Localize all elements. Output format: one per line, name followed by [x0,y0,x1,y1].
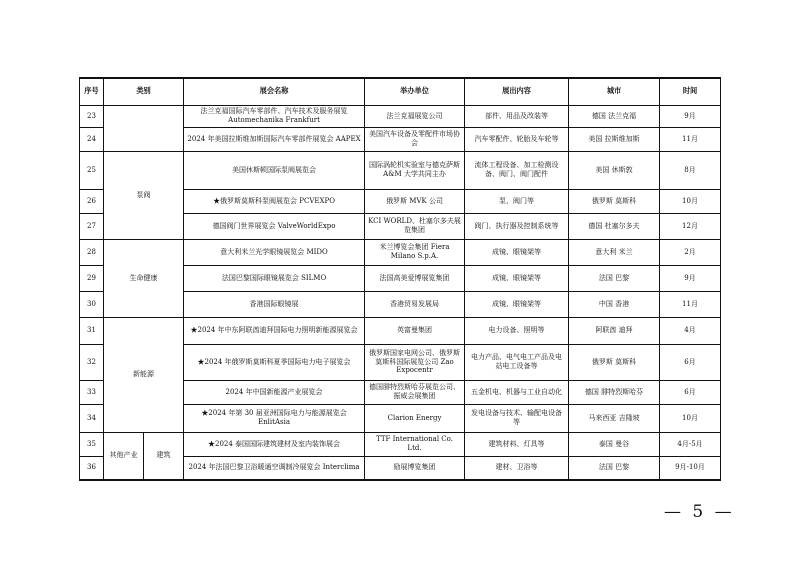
table-row [80,151,721,189]
organizer-cell: 德国腓特烈斯哈芬展览公司、振威会展集团 [365,380,465,404]
time-cell: 11月 [660,127,721,151]
time-cell: 11月 [660,291,721,317]
content-cell: 电力设备、照明等 [465,317,569,344]
time-cell: 4月 [660,317,721,344]
header-time: 时间 [660,78,721,105]
content-cell: 建材、卫浴等 [465,456,569,480]
header-seq: 序号 [80,78,104,105]
category-cell-auto [104,105,184,151]
time-cell: 10月 [660,404,721,432]
content-cell: 五金机电、机器与工业自动化 [465,380,569,404]
seq-cell: 36 [80,456,104,480]
name-cell: ★2024 年俄罗斯莫斯科夏季国际电力电子展览会 [184,344,365,380]
organizer-cell: 香港贸易发展局 [365,291,465,317]
seq-cell: 33 [80,380,104,404]
name-cell: 2024 年美国拉斯维加斯国际汽车零部件展览会 AAPEX [184,127,365,151]
time-cell: 12月 [660,213,721,239]
name-cell: ★2024 年中东阿联酋迪拜国际电力照明新能源展览会 [184,317,365,344]
name-cell: 2024 年中国新能源产业展览会 [184,380,365,404]
organizer-cell: 英富曼集团 [365,317,465,344]
organizer-cell: 米兰博览会集团 Fiera Milano S.p.A. [365,239,465,265]
organizer-cell: 励展博览集团 [365,456,465,480]
header-organizer: 举办单位 [365,78,465,105]
content-cell: 阀门、执行器及控制系统等 [465,213,569,239]
table-row [80,317,721,344]
city-cell: 泰国 曼谷 [569,432,660,456]
city-cell: 马来西亚 吉隆坡 [569,404,660,432]
seq-cell: 23 [80,105,104,127]
content-cell: 发电设备与技术、输配电设备等 [465,404,569,432]
city-cell: 德国 杜塞尔多夫 [569,213,660,239]
content-cell: 电力产品、电气电工产品及电站电工设备等 [465,344,569,380]
category-cell-other: 其他产业 [104,432,144,480]
content-cell: 泵、阀门等 [465,189,569,213]
organizer-cell: 国际涡轮机实验室与德克萨斯 A&M 大学共同主办 [365,151,465,189]
city-cell: 德国 法兰克福 [569,105,660,127]
content-cell: 成镜、眼镜架等 [465,239,569,265]
seq-cell: 35 [80,432,104,456]
table-row [80,432,721,456]
organizer-cell: 俄罗斯国家电网公司、俄罗斯莫斯科国际展览公司 Zao Expocentr [365,344,465,380]
time-cell: 6月 [660,344,721,380]
name-cell: 美国休斯顿国际泵阀展览会 [184,151,365,189]
seq-cell: 31 [80,317,104,344]
page-number: — 5 — [664,502,735,522]
header-city: 城市 [569,78,660,105]
name-cell: 意大利米兰光学眼镜展览会 MIDO [184,239,365,265]
name-cell: 法国巴黎国际眼镜展览会 SILMO [184,265,365,291]
content-cell: 成镜、眼镜架等 [465,291,569,317]
seq-cell: 27 [80,213,104,239]
name-cell: 香港国际眼镜展 [184,291,365,317]
content-cell: 流体工程设备、加工检测设备、阀门、阀门配件 [465,151,569,189]
organizer-cell: 法国高美爱博展览集团 [365,265,465,291]
seq-cell: 24 [80,127,104,151]
time-cell: 9月-10月 [660,456,721,480]
header-name: 展会名称 [184,78,365,105]
organizer-cell: 法兰克福展览公司 [365,105,465,127]
seq-cell: 25 [80,151,104,189]
organizer-cell: Clarion Energy [365,404,465,432]
header-content: 展出内容 [465,78,569,105]
category-cell-building: 建筑 [144,432,184,480]
time-cell: 6月 [660,380,721,404]
content-cell: 建筑材料、灯具等 [465,432,569,456]
content-cell: 成镜、眼镜架等 [465,265,569,291]
time-cell: 10月 [660,189,721,213]
city-cell: 中国 香港 [569,291,660,317]
time-cell: 9月 [660,105,721,127]
name-cell: 法兰克福国际汽车零部件、汽车技术及服务展览 Automechanika Frankfurt [184,105,365,127]
exhibition-table [79,77,721,481]
name-cell: ★俄罗斯莫斯科泵阀展览会 PCVEXPO [184,189,365,213]
city-cell: 阿联酋 迪拜 [569,317,660,344]
content-cell: 汽车零配件、轮胎及车轮等 [465,127,569,151]
name-cell: 2024 年法国巴黎卫浴暖通空调制冷展览会 Interclima [184,456,365,480]
name-cell: ★2024 年第 30 届亚洲国际电力与能源展览会 EnlitAsia [184,404,365,432]
city-cell: 俄罗斯 莫斯科 [569,189,660,213]
city-cell: 德国 腓特烈斯哈芬 [569,380,660,404]
content-cell: 部件、用品及改装等 [465,105,569,127]
city-cell: 法国 巴黎 [569,265,660,291]
table-row [80,239,721,265]
seq-cell: 32 [80,344,104,380]
organizer-cell: 俄罗斯 MVK 公司 [365,189,465,213]
time-cell: 2月 [660,239,721,265]
table-header-row [80,78,721,105]
organizer-cell: 美国汽车设备及零配件市场协会 [365,127,465,151]
time-cell: 9月 [660,265,721,291]
time-cell: 8月 [660,151,721,189]
time-cell: 4月-5月 [660,432,721,456]
category-cell-life: 生命健康 [104,239,184,317]
table-row [80,105,721,127]
seq-cell: 30 [80,291,104,317]
city-cell: 法国 巴黎 [569,456,660,480]
organizer-cell: KCI WORLD、杜塞尔多夫展览集团 [365,213,465,239]
city-cell: 美国 拉斯维加斯 [569,127,660,151]
name-cell: 德国阀门世界展览会 ValveWorldExpo [184,213,365,239]
seq-cell: 28 [80,239,104,265]
header-category: 类别 [104,78,184,105]
city-cell: 美国 休斯敦 [569,151,660,189]
category-cell-pump: 泵阀 [104,151,184,239]
name-cell: ★2024 泰国国际建筑建材及室内装饰展会 [184,432,365,456]
seq-cell: 26 [80,189,104,213]
city-cell: 俄罗斯 莫斯科 [569,344,660,380]
city-cell: 意大利 米兰 [569,239,660,265]
organizer-cell: TTF International Co. Ltd. [365,432,465,456]
seq-cell: 29 [80,265,104,291]
category-cell-energy: 新能源 [104,317,184,432]
seq-cell: 34 [80,404,104,432]
